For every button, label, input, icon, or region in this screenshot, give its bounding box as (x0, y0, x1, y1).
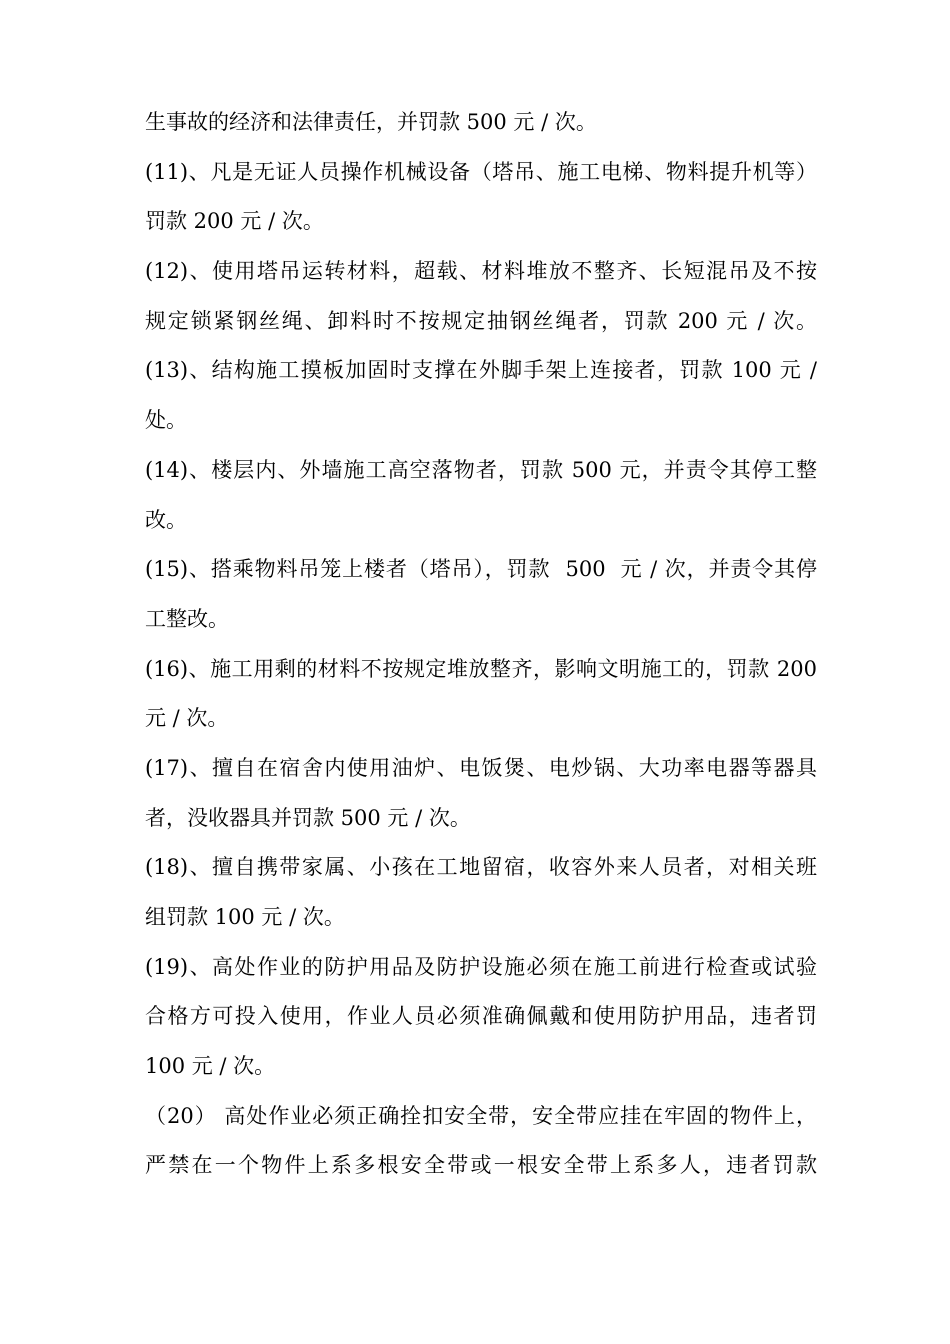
text-line: (18)、擅自携带家属、小孩在工地留宿，收容外来人员者，对相关班 (145, 855, 817, 880)
text-line: (11)、凡是无证人员操作机械设备（塔吊、施工电梯、物料提升机等） (145, 159, 817, 184)
text-line: 者，没收器具并罚款 500 元 / 次。 (145, 805, 471, 830)
text-line: 严禁在一个物件上系多根安全带或一根安全带上系多人，违者罚款 (145, 1153, 817, 1178)
text-line: 生事故的经济和法律责任，并罚款 500 元 / 次。 (145, 110, 597, 134)
text-line: 规定锁紧钢丝绳、卸料时不按规定抽钢丝绳者，罚款 200 元 / 次。 (145, 308, 817, 333)
text-line: 工整改。 (145, 606, 229, 631)
text-line: 改。 (145, 507, 187, 532)
text-line: (14)、楼层内、外墙施工高空落物者，罚款 500 元，并责令其停工整 (145, 457, 817, 482)
text-line: （20） 高处作业必须正确拴扣安全带，安全带应挂在牢固的物件上， (145, 1103, 817, 1128)
text-line: 处。 (145, 408, 187, 433)
regulation-text (145, 102, 817, 1195)
text-line: 100 元 / 次。 (145, 1054, 276, 1079)
text-line: (15)、搭乘物料吊笼上楼者（塔吊），罚款 500 元 / 次，并责令其停 (145, 557, 817, 582)
text-line: 元 / 次。 (145, 706, 229, 731)
text-line: (12)、使用塔吊运转材料，超载、材料堆放不整齐、长短混吊及不按 (145, 259, 817, 284)
text-line: (13)、结构施工摸板加固时支撑在外脚手架上连接者，罚款 100 元 / (145, 358, 817, 383)
text-line: 组罚款 100 元 / 次。 (145, 905, 345, 929)
text-line: (17)、擅自在宿舍内使用油炉、电饭煲、电炒锅、大功率电器等器具 (145, 755, 817, 780)
text-line: (16)、施工用剩的材料不按规定堆放整齐，影响文明施工的，罚款 200 (145, 656, 817, 681)
text-line: 罚款 200 元 / 次。 (145, 209, 324, 234)
text-line: 合格方可投入使用，作业人员必须准确佩戴和使用防护用品，违者罚 (145, 1004, 817, 1029)
text-line: (19)、高处作业的防护用品及防护设施必须在施工前进行检查或试验 (145, 954, 817, 979)
